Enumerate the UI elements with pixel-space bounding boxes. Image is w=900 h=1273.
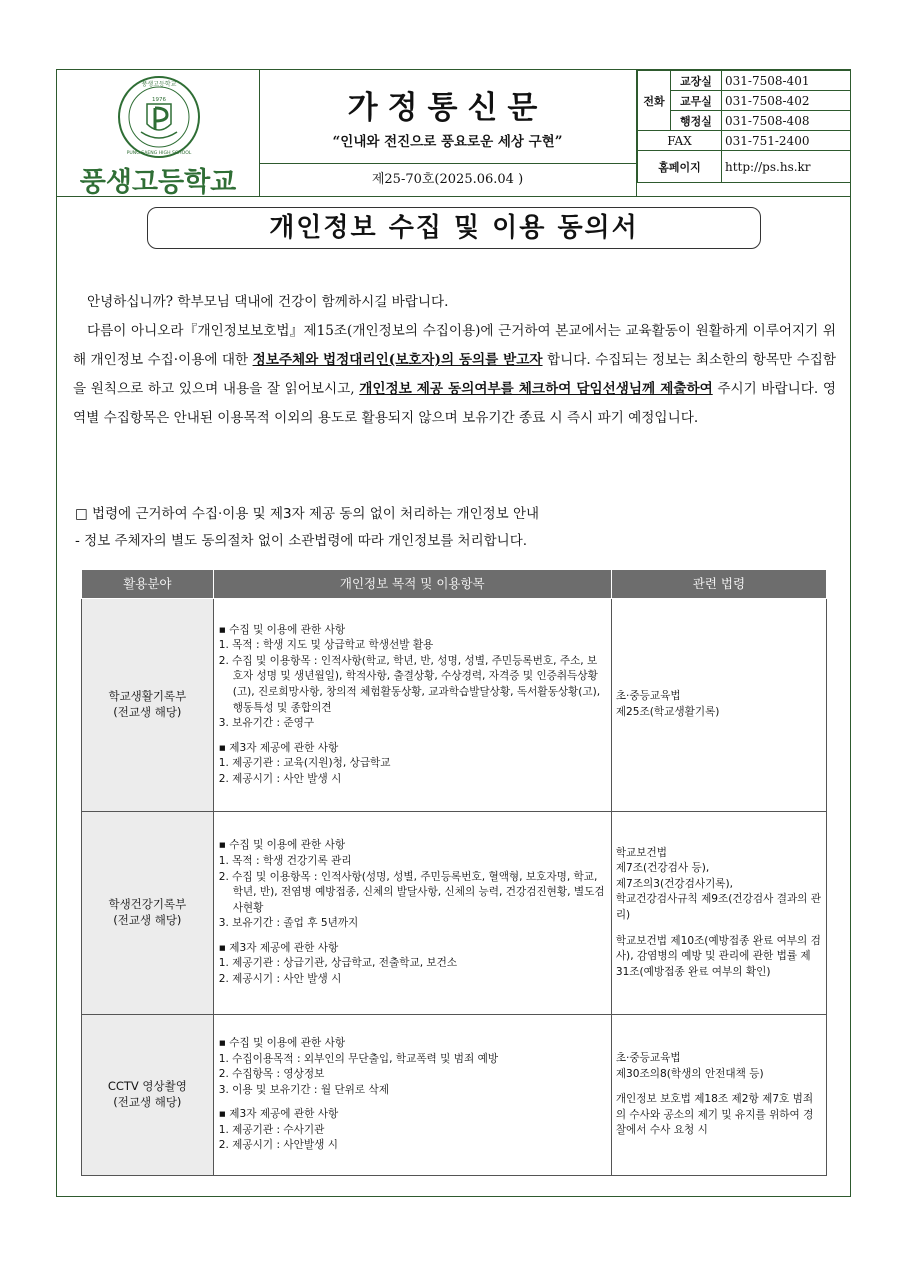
category-name: CCTV 영상촬영 bbox=[107, 1079, 187, 1094]
notice-heading: □ 법령에 근거하여 수집·이용 및 제3자 제공 동의 없이 처리하는 개인정보 안내 bbox=[75, 506, 540, 522]
letter-header bbox=[57, 70, 850, 197]
law-reference: 제30조의8(학생의 안전대책 등) bbox=[615, 1067, 764, 1080]
section-heading: ▪ 제3자 제공에 관한 사항 bbox=[218, 941, 339, 954]
phone-office-label: 교무실 bbox=[671, 91, 722, 111]
category-cell bbox=[82, 812, 214, 1015]
school-slogan: “인내와 전진으로 풍요로운 세상 구현” bbox=[332, 134, 563, 150]
category-name: 학교생활기록부 bbox=[108, 689, 187, 704]
items-cell bbox=[213, 1015, 611, 1176]
column-header: 개인정보 목적 및 이용항목 bbox=[213, 570, 611, 599]
list-item: 1. 목적 : 학생 지도 및 상급학교 학생선발 활용 bbox=[218, 639, 434, 652]
section-heading: ▪ 수집 및 이용에 관한 사항 bbox=[218, 623, 346, 636]
law-reference: 제7조의3(건강검사기록), bbox=[615, 877, 734, 890]
law-reference: 제25조(학교생활기록) bbox=[615, 706, 720, 718]
law-reference: 개인정보 보호법 제18조 제2항 제7호 범죄의 수사와 공소의 제기 및 유지를 위하여 경찰에서 수사 요청 시 bbox=[615, 1093, 814, 1137]
list-item: 2. 수집항목 : 영상정보 bbox=[218, 1068, 325, 1081]
items-cell bbox=[213, 812, 611, 1015]
law-reference: 초·중등교육법 bbox=[615, 1052, 681, 1065]
list-item: 2. 제공시기 : 사안 발생 시 bbox=[218, 973, 342, 986]
list-item: 2. 수집 및 이용항목 : 인적사항(성명, 성별, 주민등록번호, 혈액형, 보호자명, 학교, 학년, 반), 전염병 예방접종, 신체의 발달사항, 신체의 능력, 건강검진현황, 별도검사현황 bbox=[218, 870, 605, 914]
section-heading: ▪ 수집 및 이용에 관한 사항 bbox=[218, 1036, 346, 1049]
intro-text bbox=[57, 288, 852, 433]
emblem-bottom-text: PUNG SAENG HIGH SCHOOL bbox=[126, 151, 192, 156]
section-heading: ▪ 제3자 제공에 관한 사항 bbox=[218, 741, 339, 754]
logo-cell bbox=[57, 70, 260, 196]
newsletter-frame bbox=[56, 69, 851, 1197]
notice-subtext: - 정보 주체자의 별도 동의절차 없이 소관법령에 따라 개인정보를 처리합니다. bbox=[75, 533, 528, 549]
section-heading: ▪ 수집 및 이용에 관한 사항 bbox=[218, 839, 346, 852]
phone-number: 031-7508-408 bbox=[722, 111, 851, 131]
list-item: 3. 보유기간 : 졸업 후 5년까지 bbox=[218, 917, 359, 930]
table-row bbox=[82, 812, 827, 1015]
fax-number: 031-751-2400 bbox=[722, 131, 851, 151]
list-item: 3. 보유기간 : 준영구 bbox=[218, 717, 315, 730]
table-row bbox=[82, 1015, 827, 1176]
greeting-line: 안녕하십니까? 학부모님 댁내에 건강이 함께하시길 바랍니다. bbox=[87, 294, 449, 310]
list-item: 1. 제공기관 : 수사기관 bbox=[218, 1123, 325, 1136]
phone-office-label: 행정실 bbox=[671, 111, 722, 131]
newsletter-title: 가정통신문 bbox=[347, 90, 548, 126]
category-scope: (전교생 해당) bbox=[113, 913, 182, 927]
homepage-label: 홈페이지 bbox=[638, 151, 722, 183]
emblem-year: 1976 bbox=[152, 97, 166, 103]
law-cell bbox=[611, 1015, 826, 1176]
issue-number: 제25-70호(2025.06.04 ) bbox=[371, 172, 524, 187]
items-cell bbox=[213, 599, 611, 812]
intro-text-part: 주시기 바랍니다. 영역별 수집항목은 안내된 이용목적 이외의 용도로 활용되지 않으며 보유기간 종료 시 즉시 파기 예정입니다. bbox=[73, 381, 836, 426]
category-scope: (전교생 해당) bbox=[113, 1095, 182, 1109]
intro-text-part: 다름이 아니오라『개인정보보호법』제15조(개인정보의 수집이용)에 근거하여 본교에서는 교육활동이 원활하게 이루어지기 위해 개인정보 수집·이용에 대한 bbox=[73, 323, 836, 368]
phone-number: 031-7508-402 bbox=[722, 91, 851, 111]
section-heading: ▪ 제3자 제공에 관한 사항 bbox=[218, 1108, 339, 1121]
school-name: 풍생고등학교 bbox=[79, 167, 237, 198]
law-reference: 학교건강검사규칙 제9조(건강검사 결과의 관리) bbox=[615, 893, 822, 921]
law-reference: 학교보건법 bbox=[615, 846, 667, 859]
law-cell bbox=[611, 599, 826, 812]
phone-office-label: 교장실 bbox=[671, 71, 722, 91]
category-cell bbox=[82, 1015, 214, 1176]
school-emblem-icon bbox=[111, 74, 207, 160]
homepage-link[interactable]: http://ps.hs.kr bbox=[722, 151, 851, 183]
category-scope: (전교생 해당) bbox=[113, 705, 182, 719]
list-item: 2. 제공시기 : 사안발생 시 bbox=[218, 1139, 338, 1152]
intro-paragraph bbox=[73, 317, 836, 433]
emblem-ring-text: 풍생고등학교 bbox=[141, 81, 177, 88]
law-reference: 초·중등교육법 bbox=[615, 690, 681, 703]
list-item: 1. 목적 : 학생 건강기록 관리 bbox=[218, 854, 352, 867]
law-cell bbox=[611, 812, 826, 1015]
column-header: 관련 법령 bbox=[611, 570, 826, 599]
law-reference: 제7조(건강검사 등), bbox=[615, 862, 710, 875]
consent-emphasis: 정보주체와 법정대리인(보호자)의 동의를 받고자 bbox=[252, 352, 543, 368]
phone-number: 031-7508-401 bbox=[722, 71, 851, 91]
list-item: 1. 수집이용목적 : 외부인의 무단출입, 학교폭력 및 범죄 예방 bbox=[218, 1052, 499, 1065]
document-title: 개인정보 수집 및 이용 동의서 bbox=[147, 207, 761, 249]
list-item: 2. 수집 및 이용항목 : 인적사항(학교, 학년, 반, 성명, 성별, 주민등록번호, 주소, 보호자 성명 및 생년월일), 학적사항, 출결상황, 수상경력, 자격증 및 인증취득상황(고), 진로희망사항, 창의적 체험활동상황, 교과학습발달상황, 독서활동상황(고), 행동특성 및 종합의견 bbox=[218, 654, 601, 714]
phone-label: 전화 bbox=[638, 71, 671, 131]
column-header: 활용분야 bbox=[82, 570, 214, 599]
contact-block bbox=[636, 70, 851, 196]
list-item: 1. 제공기관 : 교육(지원)청, 상급학교 bbox=[218, 757, 391, 770]
notice-block bbox=[75, 501, 539, 555]
personal-info-table bbox=[81, 569, 827, 1176]
list-item: 2. 제공시기 : 사안 발생 시 bbox=[218, 772, 342, 785]
fax-label: FAX bbox=[638, 131, 722, 151]
list-item: 1. 제공기관 : 상급기관, 상급학교, 전출학교, 보건소 bbox=[218, 957, 458, 970]
title-cell bbox=[259, 70, 636, 164]
table-row bbox=[82, 599, 827, 812]
category-cell bbox=[82, 599, 214, 812]
list-item: 3. 이용 및 보유기간 : 월 단위로 삭제 bbox=[218, 1083, 389, 1096]
category-name: 학생건강기록부 bbox=[108, 897, 187, 912]
submit-emphasis: 개인정보 제공 동의여부를 체크하여 담임선생님께 제출하여 bbox=[359, 381, 713, 397]
intro-text-part: 합니다. 수집되는 정보는 최소한의 항목만 수집함을 원칙으로 하고 있으며 내용을 잘 읽어보시고, bbox=[73, 352, 836, 397]
law-reference: 학교보건법 제10조(예방접종 완료 여부의 검사), 감염병의 예방 및 관리에 관한 법률 제31조(예방접종 완료 여부의 확인) bbox=[615, 934, 821, 978]
